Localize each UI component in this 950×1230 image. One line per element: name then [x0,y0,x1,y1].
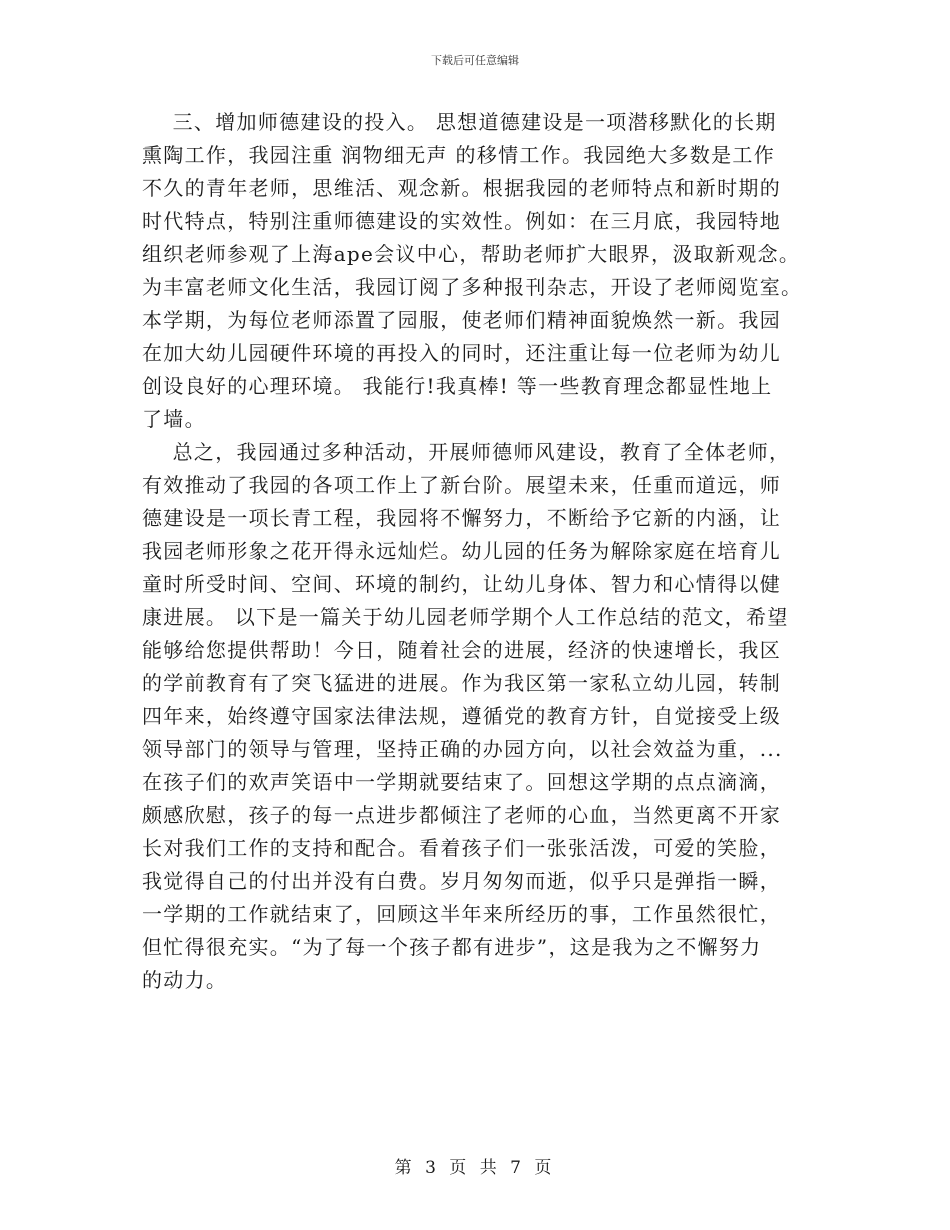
document-body [142,106,812,997]
text-line: 时代特点，特别注重师德建设的实效性。例如：在三月底，我园特地 [142,209,781,233]
text-line: 三、增加师德建设的投入。 思想道德建设是一项潜移默化的长期 [142,110,777,134]
text-line: 德建设是一项长青工程，我园将不懈努力，不断给予它新的内涵，让 [142,506,781,530]
text-line: 组织老师参观了上海ape会议中心，帮助老师扩大眼界，汲取新观念。 [142,242,801,266]
text-line: 的动力。 [142,968,228,992]
text-line: 领导部门的领导与管理，坚持正确的办园方向，以社会效益为重，... [142,737,783,761]
text-line: 了墙。 [142,407,206,431]
text-line: 长对我们工作的支持和配合。看着孩子们一张张活泼，可爱的笑脸， [142,836,781,860]
text-line: 熏陶工作，我园注重 润物细无声 的移情工作。我园绝大多数是工作 [142,143,776,167]
text-line: 四年来，始终遵守国家法律法规，遵循党的教育方针，自觉接受上级 [142,704,781,728]
text-line: 在孩子们的欢声笑语中一学期就要结束了。回想这学期的点点滴滴， [142,770,781,794]
text-line: 我觉得自己的付出并没有白费。岁月匆匆而逝，似乎只是弹指一瞬， [142,869,781,893]
text-line: 颇感欣慰，孩子的每一点进步都倾注了老师的心血，当然更离不开家 [142,803,781,827]
text-line: 童时所受时间、空间、环境的制约，让幼儿身体、智力和心情得以健 [142,572,781,596]
text-line: 创设良好的心理环境。 我能行!我真棒! 等一些教育理念都显性地上 [142,374,773,398]
text-line: 但忙得很充实。“为了每一个孩子都有进步”，这是我为之不懈努力 [142,935,762,959]
text-line: 为丰富老师文化生活，我园订阅了多种报刊杂志，开设了老师阅览室。 [142,275,803,299]
text-line: 一学期的工作就结束了，回顾这半年来所经历的事，工作虽然很忙， [142,902,781,926]
page-header-note: 下载后可任意编辑 [431,54,519,67]
text-line: 的学前教育有了突飞猛进的进展。作为我区第一家私立幼儿园，转制 [142,671,781,695]
text-line: 我园老师形象之花开得永远灿烂。幼儿园的任务为解除家庭在培育儿 [142,539,781,563]
text-line: 有效推动了我园的各项工作上了新台阶。展望未来，任重而道远，师 [142,473,781,497]
text-line: 康进展。 以下是一篇关于幼儿园老师学期个人工作总结的范文，希望 [142,605,789,629]
text-line: 在加大幼儿园硬件环境的再投入的同时，还注重让每一位老师为幼儿 [142,341,781,365]
text-line: 总之，我园通过多种活动，开展师德师风建设，教育了全体老师， [142,440,791,464]
page-number: 第 3 页 共 7 页 [394,1158,556,1178]
text-line: 不久的青年老师，思维活、观念新。根据我园的老师特点和新时期的 [142,176,781,200]
text-line: 能够给您提供帮助！今日，随着社会的进展，经济的快速增长，我区 [142,638,781,662]
text-line: 本学期，为每位老师添置了园服，使老师们精神面貌焕然一新。我园 [142,308,781,332]
